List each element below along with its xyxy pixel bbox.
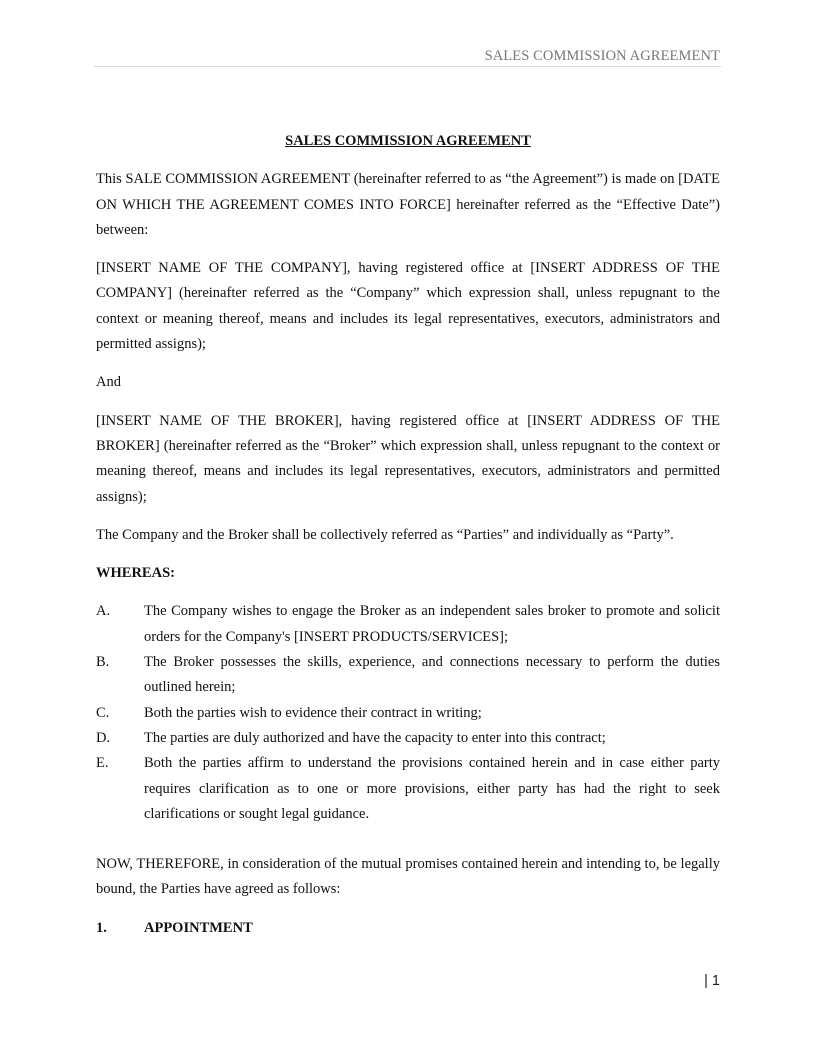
header-divider — [94, 66, 721, 67]
whereas-heading: WHEREAS: — [96, 565, 175, 582]
conjunction-and: And — [96, 374, 121, 391]
recital-text: The Company wishes to engage the Broker as an independent sales broker to promote and solicit orders for the Company's [INSERT PRODUCTS/SERVICES]; — [144, 603, 720, 645]
recital-marker: C. — [96, 704, 110, 721]
recital-text: The parties are duly authorized and have the capacity to enter into this contract; — [144, 729, 606, 746]
document-body — [96, 129, 720, 941]
recital-item — [96, 650, 720, 701]
recital-marker: D. — [96, 729, 111, 746]
parties-definition-paragraph: The Company and the Broker shall be collectively referred as “Parties” and individually as “Party”. — [96, 526, 674, 543]
recital-item — [96, 726, 720, 751]
company-party-paragraph: [INSERT NAME OF THE COMPANY], having registered office at [INSERT ADDRESS OF THE COMPANY] (hereinafter referred as the “Company” which expression shall, unless repugnant to the context or meaning thereof, means and includes its legal representatives, executors, administrators and permitted assigns); — [96, 260, 720, 353]
recital-marker: B. — [96, 654, 110, 671]
recital-item — [96, 701, 720, 726]
broker-party-paragraph: [INSERT NAME OF THE BROKER], having registered office at [INSERT ADDRESS OF THE BROKER] (hereinafter referred as the “Broker” which expression shall, unless repugnant to the context or meaning thereof, means and includes its legal representatives, executors, administrators and permitted assigns); — [96, 412, 720, 505]
recitals-list — [96, 599, 720, 827]
running-header: SALES COMMISSION AGREEMENT — [484, 48, 720, 64]
preamble-paragraph: This SALE COMMISSION AGREEMENT (hereinafter referred to as “the Agreement”) is made on [DATE ON WHICH THE AGREEMENT COMES INTO FORCE] hereinafter referred as the “Effective Date”) between: — [96, 171, 720, 238]
recital-item — [96, 599, 720, 650]
therefore-paragraph: NOW, THEREFORE, in consideration of the mutual promises contained herein and intending to, be legally bound, the Parties have agreed as follows: — [96, 856, 720, 898]
section-title: APPOINTMENT — [144, 919, 253, 936]
recital-text: The Broker possesses the skills, experience, and connections necessary to perform the duties outlined herein; — [144, 654, 720, 696]
recital-marker: A. — [96, 603, 111, 620]
recital-text: Both the parties wish to evidence their contract in writing; — [144, 704, 482, 721]
page-number: | 1 — [704, 973, 720, 989]
recital-marker: E. — [96, 755, 109, 772]
recital-item — [96, 751, 720, 827]
recital-text: Both the parties affirm to understand the provisions contained herein and in case either party requires clarification as to one or more provisions, either party has had the right to seek clarifications or sought legal guidance. — [144, 755, 720, 822]
section-number: 1. — [96, 919, 107, 936]
section-heading-appointment — [96, 916, 720, 941]
document-title: SALES COMMISSION AGREEMENT — [285, 133, 531, 149]
